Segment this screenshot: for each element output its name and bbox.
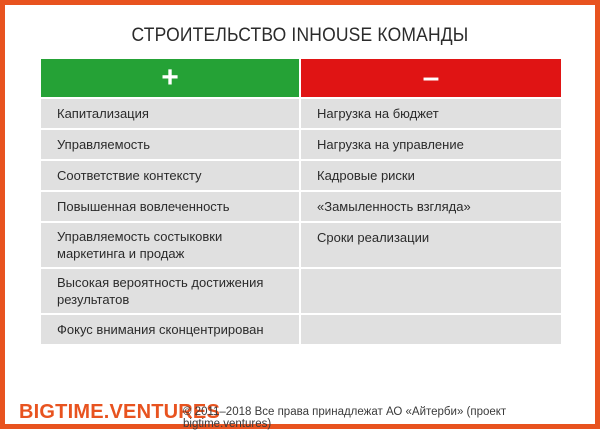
pros-item: Высокая вероятность достижения результатов — [41, 269, 299, 313]
brand-logo: BIGTIME.VENTURES — [19, 401, 220, 423]
pros-item: Управляемость состыковки маркетинга и продаж — [41, 223, 299, 267]
slide-title: СТРОИТЕЛЬСТВО INHOUSE КОМАНДЫ — [131, 25, 469, 46]
cons-item: Нагрузка на управление — [301, 130, 561, 159]
pros-item: Соответствие контексту — [41, 161, 299, 190]
pros-header: + — [41, 59, 299, 97]
pros-item: Управляемость — [41, 130, 299, 159]
cons-item: Сроки реализации — [301, 223, 561, 267]
copyright-text: © 2011–2018 Все права принадлежат АО «Айтерби» (проект bigtime.ventures) — [183, 406, 507, 430]
pros-item: Капитализация — [41, 99, 299, 128]
pros-column — [41, 99, 299, 344]
pros-item: Фокус внимания сконцентрирован — [41, 315, 299, 344]
cons-item: Кадровые риски — [301, 161, 561, 190]
pros-item: Повышенная вовлеченность — [41, 192, 299, 221]
cons-item: Нагрузка на бюджет — [301, 99, 561, 128]
cons-header: – — [301, 59, 561, 97]
pros-cons-table — [41, 59, 561, 350]
cons-item-empty — [301, 315, 561, 344]
cons-item-empty — [301, 269, 561, 313]
cons-column — [301, 99, 561, 344]
cons-item: «Замыленность взгляда» — [301, 192, 561, 221]
